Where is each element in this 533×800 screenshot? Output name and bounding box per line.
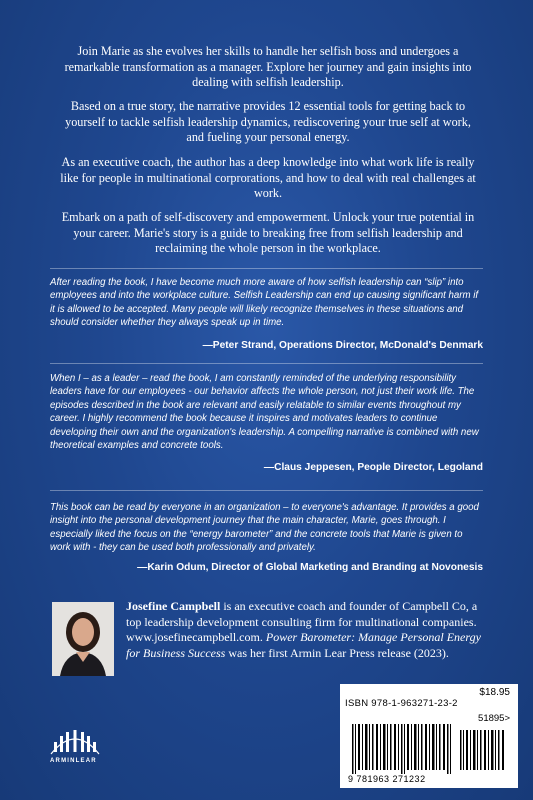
price-addon: 51895> [478, 713, 510, 724]
testimonial-attribution-3: —Karin Odum, Director of Global Marketing and Branding at Novonesis [137, 562, 483, 573]
testimonial-quote-1: After reading the book, I have become much more aware of how selfish leadership can “slip” into employees and into the workplace culture. Selfish Leadership can end up causing significant harm if it is allowed to be accepted. Many people will likely recognize themselves in these situations and should consider whether they always speak up in time. [50, 277, 479, 329]
divider [50, 268, 483, 269]
testimonial-attribution-1: —Peter Strand, Operations Director, McDonald's Denmark [202, 340, 483, 351]
blurb-paragraph-4: Embark on a path of self-discovery and empowerment. Unlock your true potential in your career. Marie's story is a guide to breaking free from selfish leadership and reclaiming the whole person in the workplace. [61, 210, 475, 256]
barcode-bars-icon [346, 724, 512, 774]
publisher-logo-text: ARMINLEAR [50, 758, 97, 764]
author-bio-text: is an executive coach and founder of Campbell Co, a top leadership development consulting firm for multinational companies. www.josefinecampbell.com. [126, 599, 478, 644]
testimonial-quote-2: When I – as a leader – read the book, I am constantly reminded of the underlying responsibility leaders have for our employees - our behavior affects the whole person, not just their work life. The episodes described in the book are relevant and easily relatable to similar events throughout my career. I highly recommend the book because it inspires and motivates leaders to continue developing their own and the organization's leadership. A compelling narrative is combined with new theoretical examples and concrete tools. [50, 373, 479, 452]
testimonial-attribution-2: —Claus Jeppesen, People Director, Legoland [263, 462, 483, 473]
publisher-logo-icon [45, 718, 105, 758]
testimonial-quote-3: This book can be read by everyone in an organization – to everyone's advantage. It provides a good insight into the personal development journey that the main character, Marie, goes through. I especially liked the focus on the “energy barometer” and the concrete tools that Marie is given to work with - they can be used both professionally and privately. [50, 502, 479, 554]
blurb-paragraph-3: As an executive coach, the author has a deep knowledge into what work life is really like for people in multinational corprorations, and how to deal with real challenges at work. [60, 155, 476, 201]
author-photo [52, 602, 114, 676]
author-name: Josefine Campbell [126, 599, 221, 613]
author-bio-text-end: was her first Armin Lear Press release (2023). [225, 645, 449, 660]
divider [50, 490, 483, 491]
blurb-paragraph-1: Join Marie as she evolves her skills to handle her selfish boss and undergoes a remarkable transformation as a manager. Explore her journey and gain insights into dealing with selfish leadership. [64, 44, 472, 90]
barcode-digits: 9 781963 271232 [348, 774, 426, 784]
blurb-paragraph-2: Based on a true story, the narrative provides 12 essential tools for getting back to yourself to tackle selfish leadership dynamics, rediscovering your true self at work, and fueling your personal energy. [65, 99, 471, 145]
author-book-title: Power Barometer: Manage Personal Energy for Business Success [126, 630, 481, 660]
price: $18.95 [479, 687, 510, 698]
isbn: ISBN 978-1-963271-23-2 [345, 698, 458, 709]
divider [50, 363, 483, 364]
barcode [340, 684, 518, 788]
author-bio [126, 599, 486, 661]
